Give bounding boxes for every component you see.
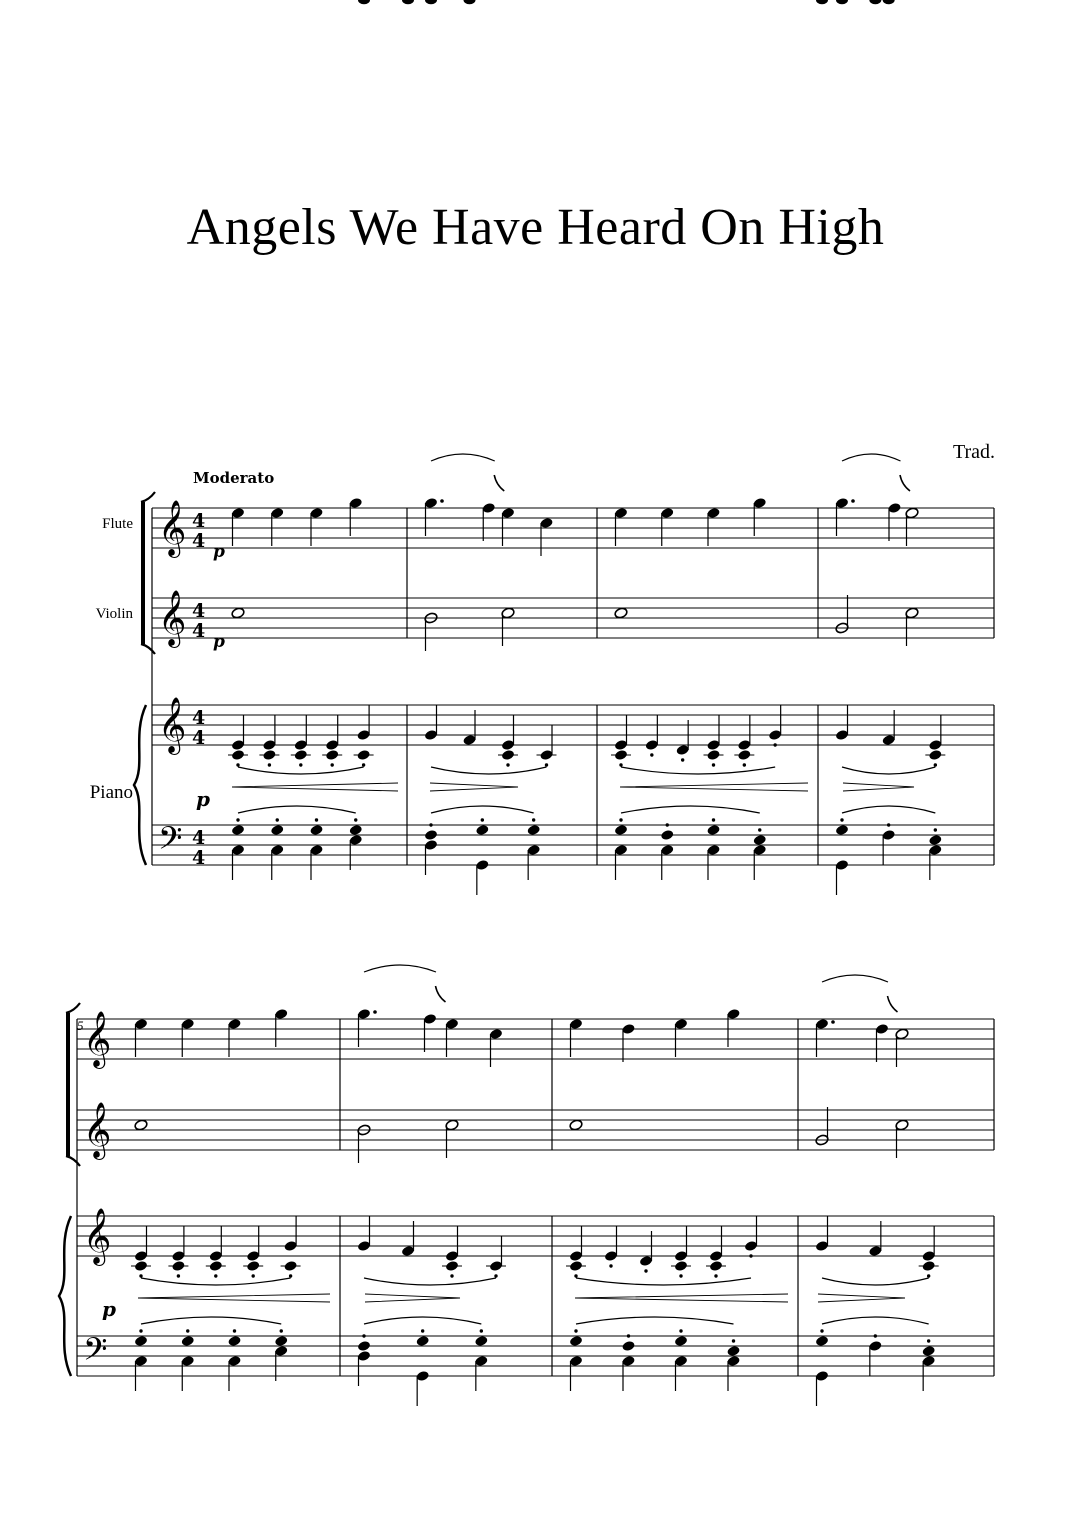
- staccato-dot: [450, 1274, 453, 1277]
- staccato-dot: [619, 763, 622, 766]
- piano-rh-note-head: [325, 749, 339, 761]
- staccato-dot: [480, 1329, 483, 1332]
- piano-lh-note-head: [614, 824, 628, 836]
- staccato-dot: [574, 1274, 577, 1277]
- crescendo-hairpin: [232, 783, 398, 791]
- time-signature-bottom: 4: [192, 847, 206, 869]
- piano-lh-note-head: [706, 824, 720, 836]
- bass-clef-icon: 𝄢: [158, 820, 183, 864]
- diminuendo-hairpin: [365, 1294, 460, 1302]
- crescendo-hairpin: [620, 783, 808, 791]
- staccato-dot: [331, 763, 334, 766]
- piano-label: Piano: [89, 782, 133, 803]
- staccato-dot: [252, 1274, 255, 1277]
- staff-lines-group: [59, 492, 994, 1376]
- dynamic-mark: p: [213, 632, 225, 652]
- piano-brace: [59, 1216, 71, 1376]
- slur: [431, 806, 534, 813]
- piano-rh-note-head: [501, 749, 515, 761]
- staccato-dot: [749, 1254, 752, 1257]
- staccato-dot: [644, 1269, 647, 1272]
- violin-note-head: [569, 1119, 583, 1131]
- violin-label: Violin: [95, 606, 133, 622]
- piano-rh-note-head: [356, 749, 370, 761]
- slur: [842, 806, 935, 813]
- piano-lh-note-head: [835, 824, 849, 836]
- violin-note-head: [614, 607, 628, 619]
- piano-rh-note-head: [709, 1260, 723, 1272]
- note-flag: [900, 475, 910, 491]
- slur: [431, 454, 495, 461]
- treble-clef-icon: 𝄞: [83, 1102, 112, 1158]
- staccato-dot: [743, 763, 746, 766]
- violin-note-head: [134, 1119, 148, 1131]
- piano-lh-note-head: [527, 824, 541, 836]
- staccato-dot: [289, 1274, 292, 1277]
- page-title: Angels We Have Heard On High: [186, 199, 885, 256]
- piano-rh-note-head: [614, 749, 628, 761]
- staccato-dot: [714, 1274, 717, 1277]
- staccato-dot: [545, 763, 548, 766]
- ensemble-bracket: [66, 1013, 70, 1156]
- staccato-dot: [299, 763, 302, 766]
- slur: [141, 1278, 291, 1285]
- piano-lh-note-head: [674, 1335, 688, 1347]
- ensemble-bracket-bottom: [66, 1156, 80, 1166]
- notes-group: [131, 0, 945, 1406]
- staccato-dot: [429, 823, 432, 826]
- staccato-dot: [139, 1274, 142, 1277]
- piano-lh-note-head: [181, 1335, 195, 1347]
- staccato-dot: [236, 763, 239, 766]
- staccato-dot: [362, 763, 365, 766]
- ensemble-bracket-top: [141, 492, 155, 502]
- slur: [842, 767, 935, 774]
- piano-rh-note-head: [674, 1260, 688, 1272]
- staccato-dot: [934, 828, 937, 831]
- slur: [238, 806, 356, 813]
- staccato-dot: [214, 1274, 217, 1277]
- slur: [238, 767, 364, 774]
- dynamic-mark: p: [213, 542, 225, 562]
- time-signature-top: 4: [192, 510, 206, 532]
- slur: [576, 1278, 751, 1285]
- piano-lh-note-head: [815, 1335, 829, 1347]
- crescendo-hairpin: [138, 1294, 330, 1302]
- staccato-dot: [139, 1329, 142, 1332]
- treble-clef-icon: 𝄞: [83, 1208, 112, 1264]
- piano-lh-note-head: [227, 1335, 241, 1347]
- crescendo-hairpin: [575, 1294, 788, 1302]
- time-signature-bottom: 4: [192, 727, 206, 749]
- piano-lh-note-head: [274, 1335, 288, 1347]
- staccato-dot: [186, 1329, 189, 1332]
- slur: [621, 767, 775, 774]
- piano-rh-note-head: [209, 1260, 223, 1272]
- staccato-dot: [679, 1274, 682, 1277]
- piano-lh-note-head: [231, 824, 245, 836]
- measure-number-5: 5: [77, 1018, 84, 1033]
- note-flag: [888, 996, 898, 1012]
- staccato-dot: [236, 818, 239, 821]
- staccato-dot: [874, 1334, 877, 1337]
- piano-lh-note-head: [270, 824, 284, 836]
- staccato-dot: [280, 1329, 283, 1332]
- staccato-dot: [177, 1274, 180, 1277]
- slur: [364, 1317, 481, 1324]
- staccato-dot: [354, 818, 357, 821]
- slur: [141, 1317, 281, 1324]
- treble-clef-icon: 𝄞: [158, 500, 187, 556]
- staccato-dot: [679, 1329, 682, 1332]
- piano-lh-note-head: [726, 1345, 740, 1357]
- diminuendo-hairpin: [430, 783, 518, 791]
- augmentation-dot: [373, 1010, 377, 1014]
- piano-rh-note-head: [922, 1260, 936, 1272]
- staccato-dot: [934, 763, 937, 766]
- staccato-dot: [712, 818, 715, 821]
- staccato-dot: [574, 1329, 577, 1332]
- staccato-dot: [315, 818, 318, 821]
- piano-lh-note-head: [922, 1345, 936, 1357]
- staccato-dot: [927, 1274, 930, 1277]
- staccato-dot: [494, 1274, 497, 1277]
- treble-clef-icon: 𝄞: [158, 697, 187, 753]
- time-signature-top: 4: [192, 707, 206, 729]
- staccato-dot: [840, 818, 843, 821]
- staccato-dot: [276, 818, 279, 821]
- staccato-dot: [820, 1329, 823, 1332]
- diminuendo-hairpin: [818, 1294, 905, 1302]
- staccato-dot: [481, 818, 484, 821]
- staccato-dot: [532, 818, 535, 821]
- staccato-dot: [666, 823, 669, 826]
- slur: [576, 1317, 734, 1324]
- piano-rh-note-head: [737, 749, 751, 761]
- piano-lh-note-head: [928, 834, 942, 846]
- staccato-dot: [732, 1339, 735, 1342]
- augmentation-dot: [831, 1020, 835, 1024]
- note-flag: [494, 475, 504, 491]
- bass-clef-icon: 𝄢: [83, 1331, 108, 1375]
- augmentation-dot: [440, 499, 444, 503]
- piano-rh-note-head: [283, 1260, 297, 1272]
- dynamic-mark: p: [196, 787, 210, 811]
- ensemble-bracket: [141, 502, 145, 644]
- staccato-dot: [268, 763, 271, 766]
- staccato-dot: [609, 1264, 612, 1267]
- diminuendo-hairpin: [843, 783, 914, 791]
- staccato-dot: [421, 1329, 424, 1332]
- staccato-dot: [362, 1334, 365, 1337]
- piano-rh-note-head: [569, 1260, 583, 1272]
- time-signature-top: 4: [192, 600, 206, 622]
- dynamic-mark: p: [102, 1297, 116, 1321]
- piano-rh-note-head: [231, 749, 245, 761]
- note-flag: [436, 986, 446, 1002]
- staccato-dot: [233, 1329, 236, 1332]
- piano-rh-note-head: [928, 749, 942, 761]
- piano-lh-note-head: [753, 834, 767, 846]
- piano-lh-note-head: [416, 1335, 430, 1347]
- piano-lh-note-head: [349, 824, 363, 836]
- piano-brace: [134, 705, 146, 865]
- staccato-dot: [627, 1334, 630, 1337]
- slur: [364, 1278, 496, 1285]
- staccato-dot: [887, 823, 890, 826]
- slur: [822, 1317, 929, 1324]
- flute-label: Flute: [102, 516, 133, 532]
- time-signature-bottom: 4: [192, 530, 206, 552]
- composer-credit: Trad.: [952, 441, 995, 463]
- piano-lh-note-head: [621, 1340, 635, 1352]
- slur: [822, 975, 888, 982]
- ensemble-bracket-bottom: [141, 644, 155, 654]
- staccato-dot: [681, 758, 684, 761]
- staccato-dot: [506, 763, 509, 766]
- slur: [364, 965, 436, 972]
- piano-rh-note-head: [294, 749, 308, 761]
- piano-rh-note-head: [262, 749, 276, 761]
- piano-lh-note-head: [134, 1335, 148, 1347]
- slur: [621, 806, 760, 813]
- violin-note-head: [231, 607, 245, 619]
- piano-rh-note-head: [134, 1260, 148, 1272]
- staccato-dot: [650, 753, 653, 756]
- tempo-marking: Moderato: [193, 469, 275, 487]
- slur: [431, 767, 547, 774]
- time-signature-top: 4: [192, 827, 206, 849]
- treble-clef-icon: 𝄞: [83, 1011, 112, 1067]
- ensemble-bracket-top: [66, 1003, 80, 1013]
- piano-lh-note-head: [357, 1340, 371, 1352]
- staccato-dot: [773, 743, 776, 746]
- staccato-dot: [758, 828, 761, 831]
- slur: [822, 1278, 929, 1285]
- piano-rh-note-head: [706, 749, 720, 761]
- piano-lh-note-head: [309, 824, 323, 836]
- staccato-dot: [712, 763, 715, 766]
- piano-lh-note-head: [424, 829, 438, 841]
- staccato-dot: [927, 1339, 930, 1342]
- treble-clef-icon: 𝄞: [158, 590, 187, 646]
- piano-lh-note-head: [475, 824, 489, 836]
- piano-lh-note-head: [474, 1335, 488, 1347]
- slur: [842, 454, 901, 461]
- piano-lh-note-head: [660, 829, 674, 841]
- time-signature-bottom: 4: [192, 620, 206, 642]
- piano-rh-note-head: [246, 1260, 260, 1272]
- piano-rh-note-head: [171, 1260, 185, 1272]
- staccato-dot: [619, 818, 622, 821]
- piano-rh-note-head: [445, 1260, 459, 1272]
- augmentation-dot: [851, 499, 855, 503]
- piano-lh-note-head: [569, 1335, 583, 1347]
